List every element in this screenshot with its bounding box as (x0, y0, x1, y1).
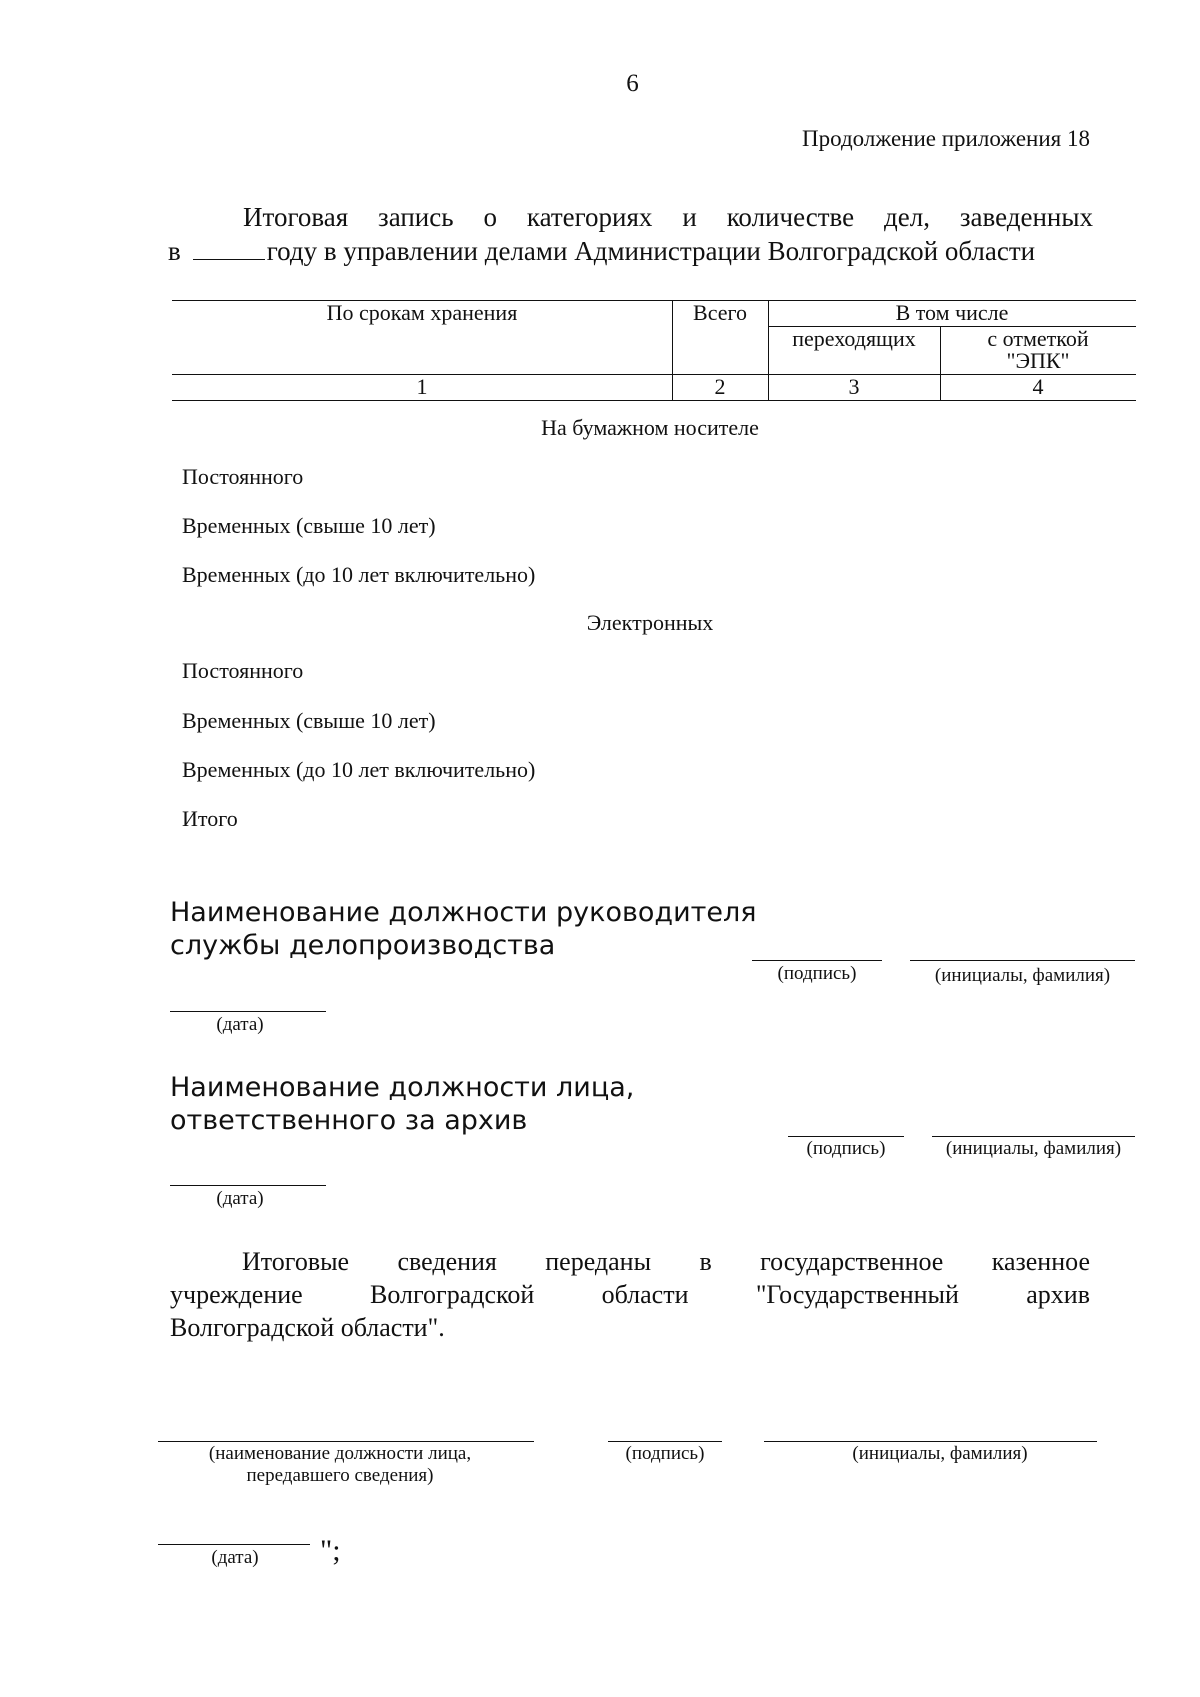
role-line: Наименование должности руководителя (170, 897, 757, 928)
name-line (932, 1136, 1135, 1137)
header-total: Всего (693, 300, 747, 325)
title-prefix: в (168, 236, 181, 266)
year-blank-field (193, 237, 265, 260)
title-rest: году в управлении делами Администрации Волгоградской области (266, 236, 1036, 266)
table-rule-bottom (172, 400, 1136, 401)
section-title-electronic: Электронных (586, 610, 714, 635)
signature-caption: (подпись) (806, 1138, 886, 1159)
position-line (158, 1441, 534, 1442)
signature-line (788, 1136, 904, 1137)
role-title-archive-responsible (170, 1071, 634, 1137)
name-caption: (инициалы, фамилия) (852, 1443, 1028, 1464)
transfer-paragraph (170, 1245, 1090, 1344)
name-line (764, 1441, 1097, 1442)
signature-caption: (подпись) (777, 963, 857, 984)
document-title-line1: Итоговая запись о категориях и количестве дел, заведенных (243, 202, 1093, 232)
row-label: Постоянного (182, 658, 304, 683)
name-caption: (инициалы, фамилия) (934, 965, 1111, 986)
table-rule-header-bottom (172, 374, 1136, 375)
name-line (910, 960, 1135, 961)
caption-line: передавшего сведения) (246, 1465, 434, 1486)
date-line (170, 1185, 326, 1186)
row-label: Временных (свыше 10 лет) (182, 513, 436, 538)
document-title-line2 (168, 236, 1035, 267)
header-carryover: переходящих (792, 326, 916, 351)
header-epk-mark-line2: "ЭПК" (1006, 348, 1070, 373)
column-number-4: 4 (1032, 374, 1044, 399)
closing-quote-mark: "; (320, 1534, 341, 1567)
row-label: Временных (до 10 лет включительно) (182, 562, 536, 587)
row-label: Временных (свыше 10 лет) (182, 708, 436, 733)
position-caption (190, 1443, 490, 1487)
date-line (170, 1011, 326, 1012)
header-including: В том числе (895, 300, 1009, 325)
header-storage-period: По срокам хранения (326, 300, 518, 325)
row-label: Временных (до 10 лет включительно) (182, 757, 536, 782)
column-number-1: 1 (416, 374, 428, 399)
caption-line: (наименование должности лица, (208, 1443, 472, 1464)
role-line: ответственного за архив (170, 1105, 528, 1136)
paragraph-line: Итоговые сведения переданы в государственное казенное (242, 1247, 1090, 1276)
role-line: службы делопроизводства (170, 930, 556, 961)
date-caption: (дата) (216, 1188, 264, 1209)
date-caption: (дата) (211, 1547, 259, 1568)
paragraph-line: учреждение Волгоградской области "Государственный архив (170, 1280, 1090, 1309)
row-label: Постоянного (182, 464, 304, 489)
paragraph-line: Волгоградской области". (170, 1313, 445, 1342)
role-title-records-head (170, 896, 756, 962)
section-title-paper: На бумажном носителе (541, 415, 759, 440)
signature-caption: (подпись) (625, 1443, 705, 1464)
signature-line (752, 960, 882, 961)
signature-line (608, 1441, 722, 1442)
row-total: Итого (182, 806, 238, 831)
appendix-label: Продолжение приложения 18 (802, 126, 1090, 151)
date-line (158, 1544, 310, 1545)
summary-table (172, 300, 1136, 400)
column-number-2: 2 (714, 374, 726, 399)
page-number: 6 (626, 70, 639, 97)
header-epk-mark-line1: с отметкой (987, 326, 1089, 351)
column-number-3: 3 (848, 374, 860, 399)
date-caption: (дата) (216, 1014, 264, 1035)
role-line: Наименование должности лица, (170, 1072, 635, 1103)
name-caption: (инициалы, фамилия) (945, 1138, 1122, 1159)
